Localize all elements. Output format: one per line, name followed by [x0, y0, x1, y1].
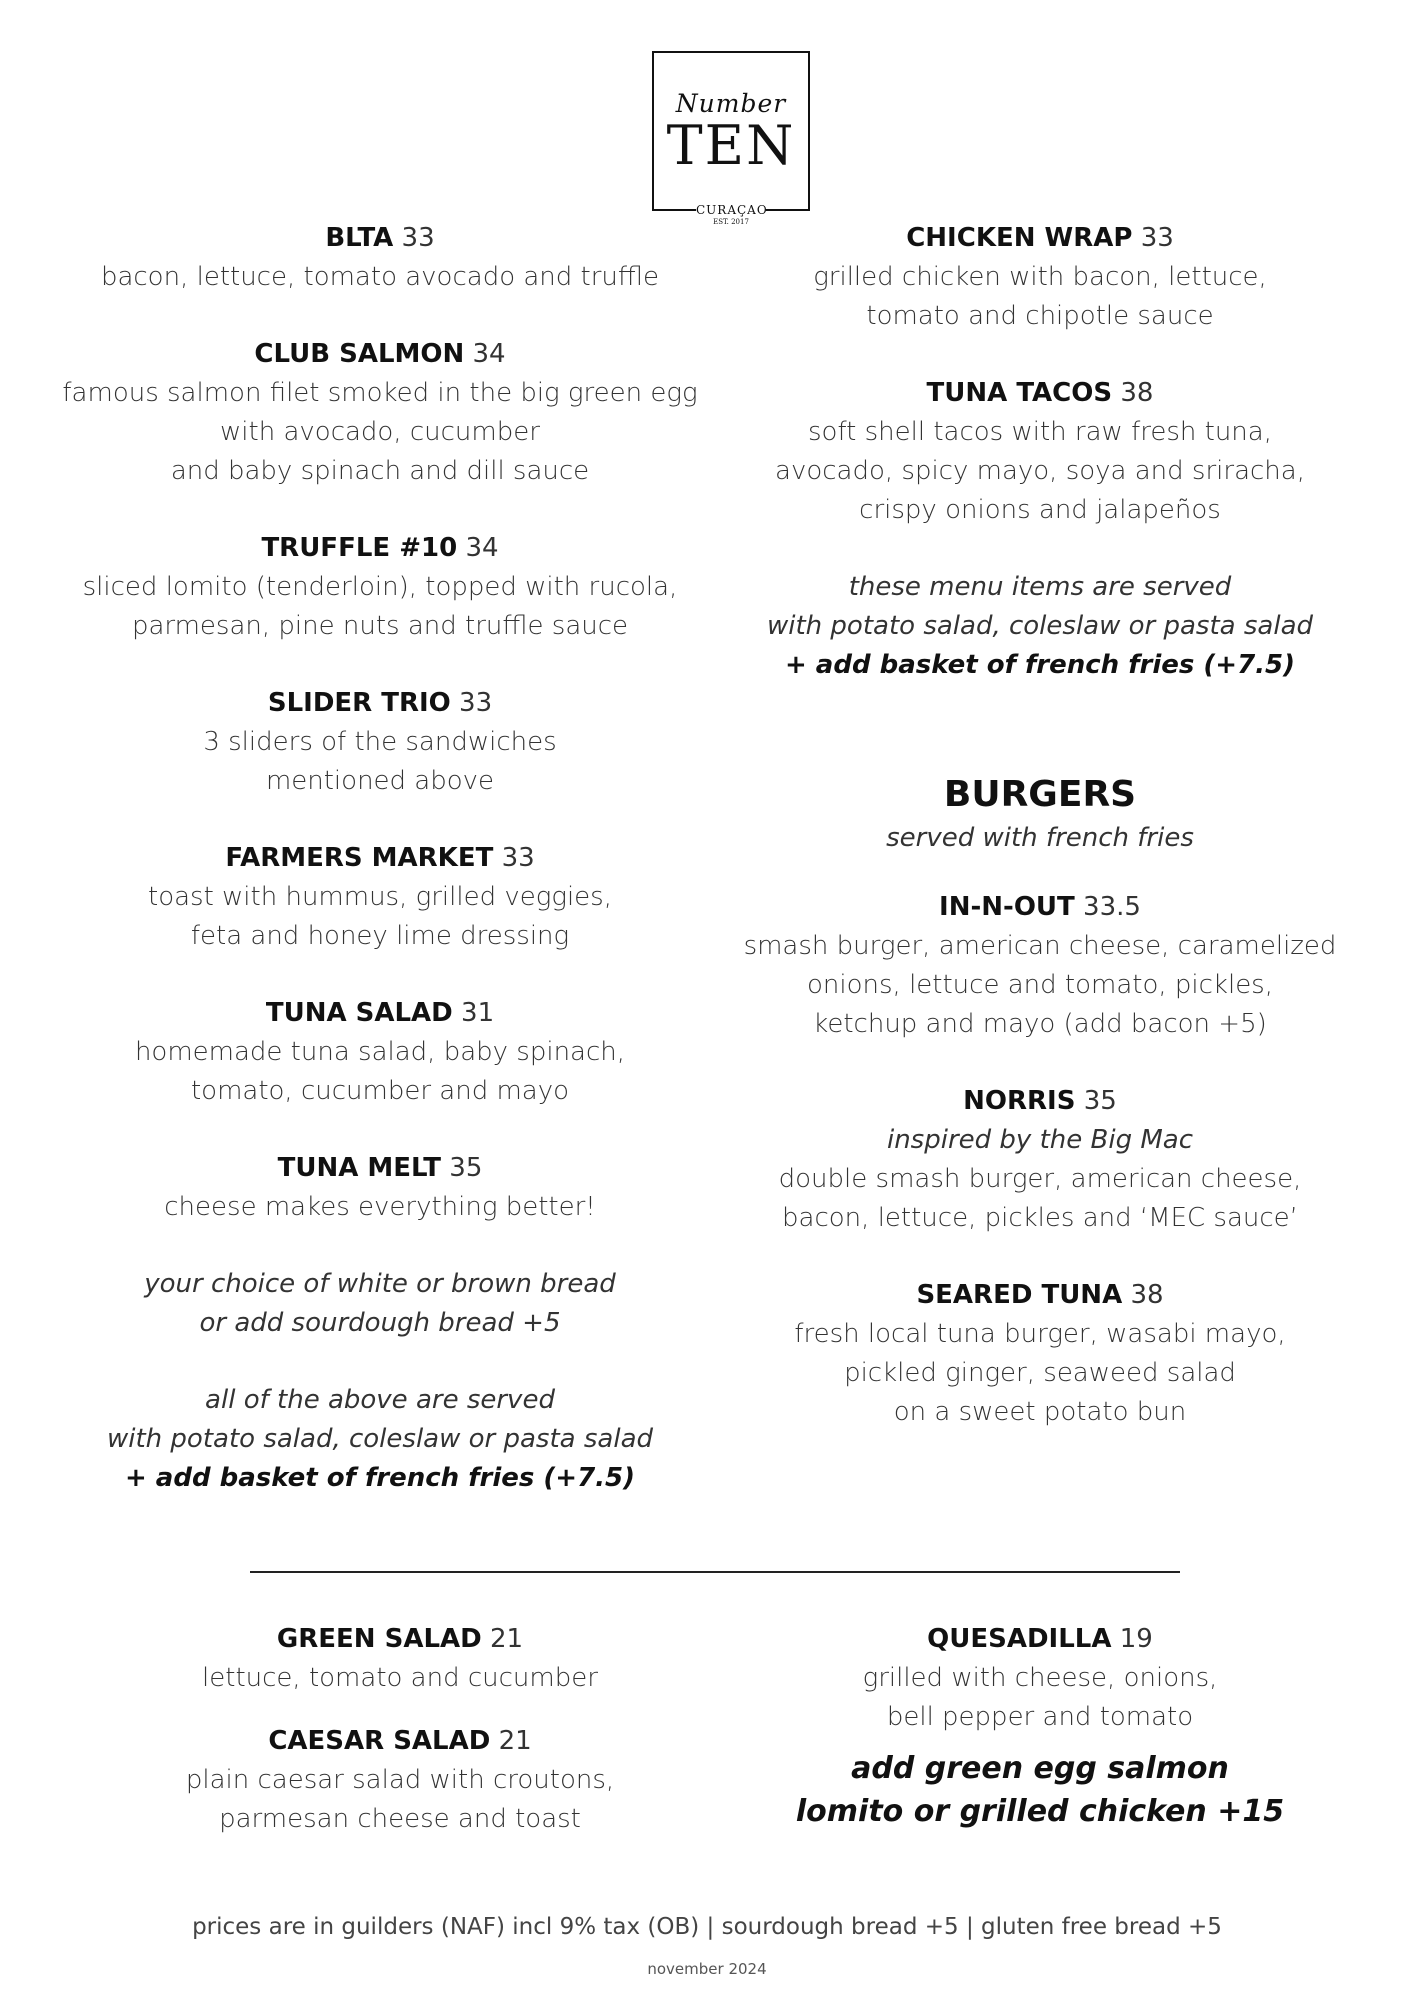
item-price: 38: [1120, 378, 1154, 408]
item-name: TUNA SALAD: [265, 998, 453, 1028]
note-line: with potato salad, coleslaw or pasta salad: [106, 1424, 654, 1454]
item-price: 34: [465, 533, 499, 563]
item-description: bacon, lettuce, pickles and ‘MEC sauce’: [782, 1203, 1298, 1233]
item-name: BLTA: [325, 223, 394, 253]
item-description: grilled chicken with bacon, lettuce,: [813, 262, 1267, 292]
item-description: bacon, lettuce, tomato avocado and truffle: [100, 262, 660, 292]
right-column: [730, 219, 1350, 1470]
logo: [652, 51, 810, 226]
item-price: 35: [449, 1153, 483, 1183]
item-name: CHICKEN WRAP: [906, 223, 1133, 253]
item-description: onions, lettuce and tomato, pickles,: [807, 970, 1273, 1000]
item-name: SLIDER TRIO: [267, 688, 451, 718]
served-note: [730, 568, 1350, 685]
item-description: tomato and chipotle sauce: [866, 301, 1214, 331]
item-name: FARMERS MARKET: [225, 843, 494, 873]
item-description: cheese makes everything better!: [164, 1192, 596, 1222]
item-description: famous salmon filet smoked in the big green egg: [62, 378, 698, 408]
item-description: feta and honey lime dressing: [190, 921, 570, 951]
item-tagline: inspired by the Big Mac: [886, 1125, 1193, 1155]
menu-date: november 2024: [647, 1960, 767, 1978]
menu-item-truffle-10: [40, 529, 720, 646]
item-description: sliced lomito (tenderloin), topped with rucola,: [82, 572, 678, 602]
addon-line: add green egg salmon: [851, 1751, 1229, 1786]
menu-item-in-n-out: [730, 888, 1350, 1044]
item-price: 19: [1119, 1624, 1153, 1654]
menu-item-blta: [40, 219, 720, 297]
item-price: 34: [472, 339, 506, 369]
section-title: BURGERS: [943, 774, 1137, 815]
logo-name: TEN: [666, 114, 796, 177]
section-divider: [250, 1571, 1180, 1573]
item-price: 21: [490, 1624, 524, 1654]
item-name: QUESADILLA: [927, 1624, 1112, 1654]
item-name: CAESAR SALAD: [268, 1726, 491, 1756]
bread-note: [40, 1265, 720, 1343]
item-description: ketchup and mayo (add bacon +5): [813, 1009, 1267, 1039]
menu-item-green-salad: [80, 1620, 720, 1698]
item-description: crispy onions and jalapeños: [859, 495, 1221, 525]
item-name: TRUFFLE #10: [261, 533, 458, 563]
item-description: plain caesar salad with croutons,: [185, 1765, 615, 1795]
item-description: pickled ginger, seaweed salad: [844, 1358, 1236, 1388]
item-price: 33: [401, 223, 435, 253]
logo-place: CURAÇAO: [696, 203, 768, 217]
item-name: TUNA MELT: [277, 1153, 442, 1183]
item-description: grilled with cheese, onions,: [862, 1663, 1218, 1693]
item-name: IN-N-OUT: [939, 892, 1075, 922]
item-description: homemade tuna salad, baby spinach,: [134, 1037, 626, 1067]
menu-item-quesadilla: [730, 1620, 1350, 1737]
item-price: 33: [501, 843, 535, 873]
menu-item-tuna-salad: [40, 994, 720, 1111]
section-subtitle: served with french fries: [886, 823, 1194, 853]
item-description: smash burger, american cheese, caramelized: [743, 931, 1337, 961]
item-name: SEARED TUNA: [916, 1280, 1123, 1310]
left-column: [40, 219, 720, 1536]
note-line: your choice of white or brown bread: [144, 1269, 616, 1299]
menu-item-club-salmon: [40, 335, 720, 491]
item-price: 21: [498, 1726, 532, 1756]
fries-addon-note: + add basket of french fries (+7.5): [124, 1463, 636, 1493]
logo-est: EST. 2017: [706, 218, 756, 226]
item-name: NORRIS: [963, 1086, 1076, 1116]
menu-item-seared-tuna: [730, 1276, 1350, 1432]
item-description: double smash burger, american cheese,: [778, 1164, 1302, 1194]
menu-item-tuna-tacos: [730, 374, 1350, 530]
price-footer-note: prices are in guilders (NAF) incl 9% tax (OB) | sourdough bread +5 | gluten free bread +5: [192, 1914, 1222, 1940]
item-description: on a sweet potato bun: [893, 1397, 1187, 1427]
item-description: 3 sliders of the sandwiches: [203, 727, 557, 757]
burgers-header: [730, 771, 1350, 858]
note-line: all of the above are served: [205, 1385, 555, 1415]
addon-line: lomito or grilled chicken +15: [795, 1794, 1285, 1829]
protein-addon-note: [730, 1747, 1350, 1833]
item-description: parmesan, pine nuts and truffle sauce: [131, 611, 629, 641]
menu-item-chicken-wrap: [730, 219, 1350, 336]
item-price: 31: [461, 998, 495, 1028]
menu-item-tuna-melt: [40, 1149, 720, 1227]
item-description: toast with hummus, grilled veggies,: [148, 882, 612, 912]
item-description: parmesan cheese and toast: [219, 1804, 581, 1834]
item-description: with avocado, cucumber: [220, 417, 540, 447]
menu-item-slider-trio: [40, 684, 720, 801]
item-description: fresh local tuna burger, wasabi mayo,: [794, 1319, 1286, 1349]
item-price: 33.5: [1083, 892, 1141, 922]
note-line: these menu items are served: [848, 572, 1232, 602]
item-price: 33: [459, 688, 493, 718]
note-line: or add sourdough bread +5: [199, 1308, 561, 1338]
menu-item-farmers-market: [40, 839, 720, 956]
item-name: GREEN SALAD: [276, 1624, 482, 1654]
served-note: [40, 1381, 720, 1498]
item-name: TUNA TACOS: [926, 378, 1113, 408]
item-description: tomato, cucumber and mayo: [190, 1076, 570, 1106]
bottom-right-column: [730, 1620, 1350, 1871]
fries-addon-note: + add basket of french fries (+7.5): [784, 650, 1296, 680]
item-description: avocado, spicy mayo, soya and sriracha,: [775, 456, 1305, 486]
logo-script-text: Number: [675, 89, 787, 118]
item-description: and baby spinach and dill sauce: [170, 456, 590, 486]
note-line: with potato salad, coleslaw or pasta salad: [766, 611, 1314, 641]
item-price: 35: [1083, 1086, 1117, 1116]
item-description: soft shell tacos with raw fresh tuna,: [808, 417, 1272, 447]
item-price: 33: [1140, 223, 1174, 253]
item-description: mentioned above: [265, 766, 495, 796]
menu-item-caesar-salad: [80, 1722, 720, 1839]
item-name: CLUB SALMON: [254, 339, 465, 369]
item-price: 38: [1130, 1280, 1164, 1310]
bottom-left-column: [80, 1620, 720, 1877]
item-description: lettuce, tomato and cucumber: [202, 1663, 598, 1693]
item-description: bell pepper and tomato: [886, 1702, 1194, 1732]
menu-item-norris: [730, 1082, 1350, 1238]
